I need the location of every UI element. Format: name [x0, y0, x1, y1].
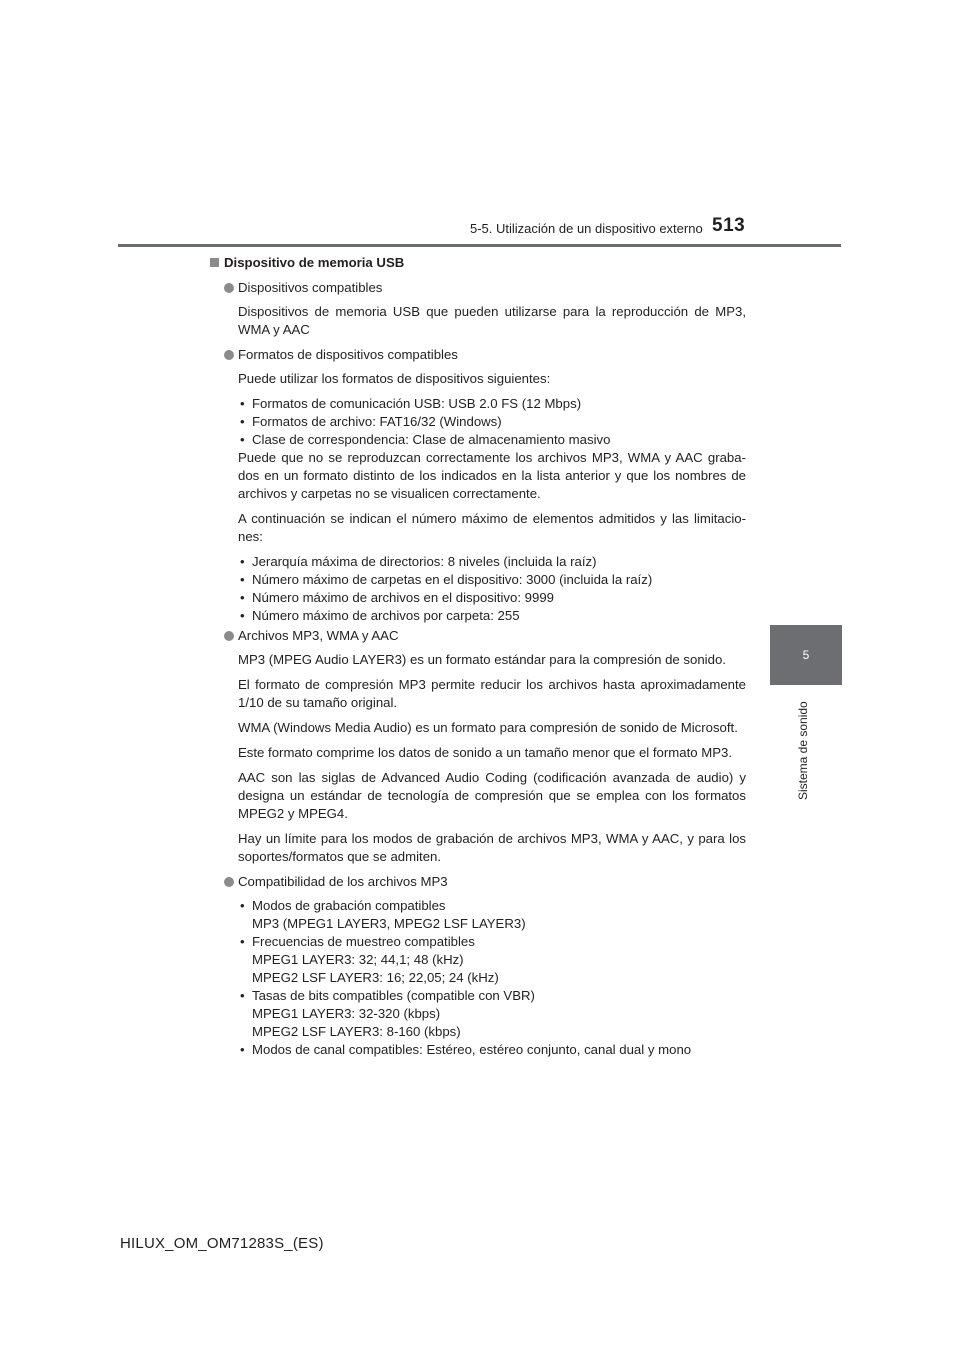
chapter-title-vertical	[795, 690, 813, 800]
list-item: • Modos de canal compatibles: Estéreo, estéreo conjunto, canal dual y mono	[240, 1042, 692, 1057]
circle-bullet-icon	[224, 283, 234, 293]
paragraph: El formato de compresión MP3 permite reducir los archivos hasta aproximadamente 1/10 de su tamaño original.	[238, 677, 746, 710]
list-item-detail: MPEG1 LAYER3: 32-320 (kbps)	[252, 1006, 441, 1021]
list-item: • Jerarquía máxima de directorios: 8 niveles (incluida la raíz)	[240, 554, 597, 569]
paragraph: Puede que no se reproduzcan correctamente los archivos MP3, WMA y AAC graba-dos en un formato distinto de los indicados en la lista anterior y que los nombres de archivos y carpetas no se visualicen correctamente.	[238, 450, 746, 501]
section-heading	[210, 254, 746, 272]
list-item-detail: MPEG1 LAYER3: 32; 44,1; 48 (kHz)	[252, 952, 464, 967]
paragraph: AAC son las siglas de Advanced Audio Coding (codificación avanzada de audio) y designa un estándar de tecnología de compresión que se emplea con los formatos MPEG2 y MPEG4.	[238, 770, 746, 821]
list-item-detail: MPEG2 LSF LAYER3: 16; 22,05; 24 (kHz)	[252, 970, 499, 985]
header-section-title: 5-5. Utilización de un dispositivo externo	[470, 221, 703, 236]
paragraph: Hay un límite para los modos de grabación de archivos MP3, WMA y AAC, y para los soportes/formatos que se admiten.	[238, 831, 746, 864]
bullet-list	[210, 897, 746, 1059]
circle-bullet-icon	[224, 350, 234, 360]
circle-bullet-icon	[224, 631, 234, 641]
list-item: • Formatos de archivo: FAT16/32 (Windows)	[240, 414, 502, 429]
paragraph: Este formato comprime los datos de sonido a un tamaño menor que el formato MP3.	[238, 745, 733, 760]
header-divider	[118, 244, 841, 247]
subsection-compatible-devices	[210, 279, 746, 297]
footer-document-code: HILUX_OM_OM71283S_(ES)	[120, 1235, 324, 1252]
chapter-number: 5	[802, 648, 810, 662]
chapter-title: Sistema de sonido	[796, 701, 810, 800]
paragraph: Dispositivos de memoria USB que pueden utilizarse para la reproducción de MP3, WMA y AAC	[238, 304, 746, 337]
list-item: • Número máximo de carpetas en el dispositivo: 3000 (incluida la raíz)	[240, 572, 653, 587]
main-content	[210, 254, 746, 1059]
list-item: • Modos de grabación compatibles	[240, 898, 446, 913]
list-item: • Tasas de bits compatibles (compatible con VBR)	[240, 988, 535, 1003]
list-item: • Número máximo de archivos en el dispositivo: 9999	[240, 590, 554, 605]
subsection-mp3-compatibility	[210, 873, 746, 891]
list-item: • Frecuencias de muestreo compatibles	[240, 934, 475, 949]
bullet-list	[210, 553, 746, 625]
paragraph: A continuación se indican el número máximo de elementos admitidos y las limitacio-nes:	[238, 511, 746, 544]
paragraph: MP3 (MPEG Audio LAYER3) es un formato estándar para la compresión de sonido.	[238, 652, 726, 667]
subsection-audio-files	[210, 627, 746, 645]
subsection-compatible-formats	[210, 346, 746, 364]
subsection-title: Compatibilidad de los archivos MP3	[238, 874, 448, 889]
list-item-detail: MP3 (MPEG1 LAYER3, MPEG2 LSF LAYER3)	[252, 916, 526, 931]
list-item: • Clase de correspondencia: Clase de almacenamiento masivo	[240, 432, 611, 447]
section-heading-text: Dispositivo de memoria USB	[224, 255, 405, 270]
subsection-title: Formatos de dispositivos compatibles	[238, 347, 458, 362]
square-bullet-icon	[210, 258, 219, 267]
paragraph: WMA (Windows Media Audio) es un formato para compresión de sonido de Microsoft.	[238, 720, 738, 735]
list-item-detail: MPEG2 LSF LAYER3: 8-160 (kbps)	[252, 1024, 461, 1039]
circle-bullet-icon	[224, 877, 234, 887]
paragraph: Puede utilizar los formatos de dispositivos siguientes:	[238, 371, 551, 386]
page-number: 513	[712, 215, 746, 236]
bullet-list	[210, 395, 746, 449]
subsection-title: Archivos MP3, WMA y AAC	[238, 628, 399, 643]
chapter-tab	[770, 625, 842, 685]
subsection-title: Dispositivos compatibles	[238, 280, 383, 295]
list-item: • Número máximo de archivos por carpeta: 255	[240, 608, 520, 623]
list-item: • Formatos de comunicación USB: USB 2.0 FS (12 Mbps)	[240, 396, 582, 411]
